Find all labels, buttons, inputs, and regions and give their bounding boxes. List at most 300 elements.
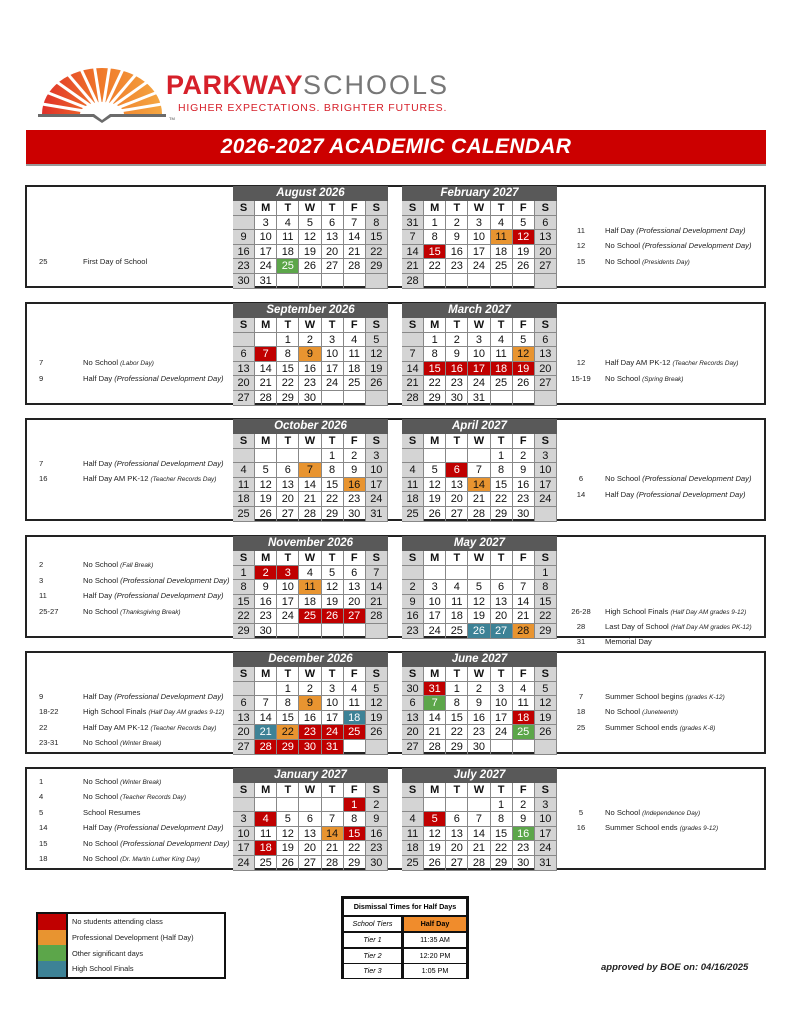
month-grid: [233, 667, 388, 755]
day-cell: 4: [491, 216, 513, 231]
day-cell: 15: [424, 245, 446, 260]
day-cell: 10: [468, 230, 490, 245]
event-description: [605, 257, 690, 266]
day-cell: 11: [513, 696, 535, 711]
empty-day-cell: [299, 624, 321, 639]
calendar-block-6: [25, 767, 766, 870]
day-cell: 8: [344, 812, 366, 827]
event-date: 14: [39, 823, 48, 833]
day-cell: 9: [299, 347, 321, 362]
day-cell: 23: [446, 259, 468, 274]
day-cell: 7: [424, 696, 446, 711]
event-label: Summer School ends: [605, 823, 678, 833]
weekday-header: M: [255, 551, 277, 566]
event-date: 25-27: [39, 606, 59, 616]
day-cell: 4: [344, 682, 366, 697]
day-cell: 27: [277, 507, 299, 522]
day-cell: 6: [233, 347, 255, 362]
day-cell: 27: [535, 376, 557, 391]
day-cell: 16: [446, 245, 468, 260]
weekday-header: S: [233, 434, 255, 449]
event-label: No School: [83, 854, 119, 863]
day-cell: 23: [233, 259, 255, 274]
day-cell: 7: [402, 230, 424, 245]
weekday-header: T: [446, 783, 468, 798]
empty-day-cell: [233, 798, 255, 813]
day-cell: 8: [446, 696, 468, 711]
day-cell: 23: [513, 841, 535, 856]
weekday-header: T: [277, 434, 299, 449]
day-cell: 10: [233, 827, 255, 842]
event-date: 18: [576, 707, 586, 717]
day-cell: 20: [535, 245, 557, 260]
day-cell: 19: [424, 492, 446, 507]
day-cell: 28: [366, 609, 388, 624]
page-title: 2026-2027 ACADEMIC CALENDAR: [220, 135, 572, 158]
day-cell: 24: [366, 492, 388, 507]
day-cell: 22: [491, 492, 513, 507]
weekday-header: S: [535, 783, 557, 798]
notes-left: [27, 769, 233, 868]
empty-day-cell: [277, 624, 299, 639]
empty-day-cell: [322, 391, 344, 406]
day-cell: 30: [468, 740, 490, 755]
empty-day-cell: [535, 391, 557, 406]
empty-day-cell: [255, 449, 277, 464]
weekday-header: S: [366, 318, 388, 333]
day-cell: 27: [446, 856, 468, 871]
day-cell: 1: [535, 566, 557, 581]
day-cell: 9: [402, 595, 424, 610]
day-cell: 6: [535, 216, 557, 231]
day-cell: 14: [344, 230, 366, 245]
day-cell: 20: [299, 841, 321, 856]
event-description: [605, 607, 746, 616]
empty-day-cell: [468, 566, 490, 581]
day-cell: 28: [402, 391, 424, 406]
day-cell: 12: [535, 696, 557, 711]
day-cell: 19: [277, 841, 299, 856]
event-date: 2: [39, 560, 44, 570]
day-cell: 14: [402, 362, 424, 377]
day-cell: 29: [424, 391, 446, 406]
day-cell: 16: [468, 711, 490, 726]
day-cell: 15: [344, 827, 366, 842]
day-cell: 30: [299, 391, 321, 406]
day-cell: 4: [255, 812, 277, 827]
month-calendar-left_month: [233, 303, 388, 406]
day-cell: 13: [322, 230, 344, 245]
day-cell: 28: [513, 624, 535, 639]
event-description: [605, 707, 678, 716]
day-cell: 9: [344, 463, 366, 478]
weekday-header: T: [491, 201, 513, 216]
weekday-header: F: [513, 434, 535, 449]
weekday-header: S: [402, 667, 424, 682]
day-cell: 12: [277, 827, 299, 842]
day-cell: 13: [233, 362, 255, 377]
day-cell: 19: [468, 609, 490, 624]
empty-day-cell: [233, 682, 255, 697]
dismissal-row-tier-3: Tier 3 1:05 PM: [344, 964, 466, 978]
event-label: Half Day: [605, 489, 635, 499]
day-cell: 30: [366, 856, 388, 871]
day-cell: 4: [402, 812, 424, 827]
day-cell: 29: [277, 391, 299, 406]
empty-day-cell: [446, 449, 468, 464]
day-cell: 14: [424, 711, 446, 726]
col-half-day: Half Day: [404, 917, 466, 931]
day-cell: 18: [491, 245, 513, 260]
month-calendar-right_month: [402, 652, 557, 755]
empty-day-cell: [255, 682, 277, 697]
weekday-header: S: [366, 667, 388, 682]
event-label: No School: [605, 241, 641, 251]
weekday-header: T: [491, 667, 513, 682]
empty-day-cell: [344, 740, 366, 755]
weekday-header: S: [535, 434, 557, 449]
day-cell: 23: [299, 725, 321, 740]
day-cell: 9: [255, 580, 277, 595]
weekday-header: M: [424, 783, 446, 798]
empty-day-cell: [299, 449, 321, 464]
day-cell: 6: [402, 696, 424, 711]
day-cell: 6: [446, 812, 468, 827]
day-cell: 31: [255, 274, 277, 289]
day-cell: 19: [366, 711, 388, 726]
empty-day-cell: [233, 216, 255, 231]
day-cell: 20: [322, 245, 344, 260]
weekday-header: T: [491, 434, 513, 449]
day-cell: 23: [255, 609, 277, 624]
day-cell: 8: [366, 216, 388, 231]
day-cell: 31: [402, 216, 424, 231]
day-cell: 14: [322, 827, 344, 842]
day-cell: 24: [322, 725, 344, 740]
month-calendar-right_month: [402, 768, 557, 871]
weekday-header: W: [299, 201, 321, 216]
day-cell: 6: [535, 333, 557, 348]
day-cell: 3: [424, 580, 446, 595]
day-cell: 2: [446, 333, 468, 348]
weekday-header: F: [513, 551, 535, 566]
event-date: 22: [39, 722, 48, 732]
day-cell: 21: [402, 259, 424, 274]
day-cell: 18: [344, 711, 366, 726]
weekday-header: W: [468, 551, 490, 566]
event-description: [83, 459, 224, 468]
day-cell: 6: [233, 696, 255, 711]
day-cell: 10: [366, 463, 388, 478]
event-detail: (Teacher Records Day): [150, 476, 217, 484]
day-cell: 25: [344, 376, 366, 391]
dismissal-title: Dismissal Times for Half Days: [344, 899, 466, 915]
event-description: [605, 358, 738, 367]
day-cell: 24: [535, 492, 557, 507]
weekday-header: T: [322, 201, 344, 216]
event-description: [605, 374, 683, 383]
empty-day-cell: [366, 740, 388, 755]
event-detail: (Professional Development Day): [636, 489, 746, 499]
day-cell: 5: [299, 216, 321, 231]
day-cell: 15: [233, 595, 255, 610]
month-title: June 2027: [402, 652, 557, 667]
weekday-header: S: [535, 667, 557, 682]
month-grid: [402, 434, 557, 522]
weekday-header: F: [513, 667, 535, 682]
empty-day-cell: [366, 624, 388, 639]
day-cell: 25: [344, 725, 366, 740]
empty-day-cell: [513, 566, 535, 581]
day-cell: 4: [344, 333, 366, 348]
day-cell: 4: [233, 463, 255, 478]
brand-name: PARKWAYSCHOOLS: [166, 70, 450, 100]
day-cell: 20: [446, 841, 468, 856]
event-label: Half Day: [83, 691, 113, 701]
empty-day-cell: [513, 740, 535, 755]
sunrise-book-icon: [38, 64, 168, 126]
day-cell: 17: [535, 827, 557, 842]
day-cell: 11: [233, 478, 255, 493]
day-cell: 11: [491, 347, 513, 362]
event-label: Half Day: [83, 591, 113, 601]
day-cell: 28: [344, 259, 366, 274]
month-grid: [402, 667, 557, 755]
event-detail: (Presidents Day): [642, 258, 690, 266]
event-label: No School: [83, 560, 119, 570]
month-grid: [402, 318, 557, 406]
day-cell: 10: [491, 696, 513, 711]
weekday-header: T: [322, 318, 344, 333]
day-cell: 7: [468, 812, 490, 827]
day-cell: 30: [402, 682, 424, 697]
empty-day-cell: [446, 798, 468, 813]
day-cell: 10: [535, 463, 557, 478]
weekday-header: S: [402, 201, 424, 216]
day-cell: 11: [299, 580, 321, 595]
day-cell: 12: [513, 230, 535, 245]
event-date: 4: [39, 792, 44, 802]
event-description: [605, 490, 746, 499]
day-cell: 15: [277, 362, 299, 377]
month-title: February 2027: [402, 186, 557, 201]
day-cell: 27: [446, 507, 468, 522]
day-cell: 10: [322, 347, 344, 362]
event-description: [605, 241, 751, 250]
day-cell: 9: [468, 696, 490, 711]
weekday-header: S: [535, 551, 557, 566]
empty-day-cell: [491, 566, 513, 581]
event-description: [83, 738, 161, 747]
event-description: [83, 358, 154, 367]
day-cell: 9: [446, 347, 468, 362]
event-detail: (Half Day AM grades PK-12): [670, 624, 752, 631]
empty-day-cell: [255, 333, 277, 348]
event-detail: (Professional Development Day): [114, 691, 224, 701]
day-cell: 3: [468, 333, 490, 348]
legend-swatch-teal: [38, 961, 68, 977]
day-cell: 10: [468, 347, 490, 362]
empty-day-cell: [322, 274, 344, 289]
event-label: Half Day AM PK-12: [605, 358, 671, 368]
day-cell: 25: [299, 609, 321, 624]
day-cell: 21: [366, 595, 388, 610]
day-cell: 1: [277, 682, 299, 697]
day-cell: 17: [277, 595, 299, 610]
notes-right: [561, 769, 766, 868]
event-description: [605, 723, 715, 732]
day-cell: 13: [446, 478, 468, 493]
day-cell: 6: [299, 812, 321, 827]
day-cell: 20: [233, 376, 255, 391]
day-cell: 20: [277, 492, 299, 507]
weekday-header: S: [366, 551, 388, 566]
day-cell: 12: [299, 230, 321, 245]
weekday-header: W: [468, 201, 490, 216]
day-cell: 2: [468, 682, 490, 697]
day-cell: 16: [344, 478, 366, 493]
empty-day-cell: [424, 798, 446, 813]
calendar-block-1: [25, 185, 766, 288]
notes-left: [27, 304, 233, 403]
event-description: [83, 707, 224, 716]
dismissal-header-row: [344, 917, 466, 931]
day-cell: 5: [366, 333, 388, 348]
weekday-header: S: [233, 667, 255, 682]
day-cell: 11: [344, 696, 366, 711]
event-detail: (Half Day AM grades 9-12): [148, 709, 225, 717]
day-cell: 29: [446, 740, 468, 755]
day-cell: 13: [491, 595, 513, 610]
weekday-header: F: [513, 318, 535, 333]
month-grid: [233, 434, 388, 522]
weekday-header: M: [255, 783, 277, 798]
day-cell: 23: [446, 376, 468, 391]
day-cell: 7: [344, 216, 366, 231]
weekday-header: T: [277, 318, 299, 333]
weekday-header: T: [491, 318, 513, 333]
day-cell: 26: [513, 259, 535, 274]
day-cell: 29: [366, 259, 388, 274]
day-cell: 17: [468, 245, 490, 260]
month-grid: [233, 551, 388, 639]
event-label: No School: [83, 792, 119, 802]
empty-day-cell: [299, 798, 321, 813]
event-date: 3: [39, 575, 44, 585]
day-cell: 25: [491, 376, 513, 391]
weekday-header: M: [424, 667, 446, 682]
day-cell: 16: [366, 827, 388, 842]
day-cell: 23: [402, 624, 424, 639]
day-cell: 29: [344, 856, 366, 871]
day-cell: 27: [402, 740, 424, 755]
event-description: [83, 591, 224, 600]
day-cell: 26: [277, 856, 299, 871]
day-cell: 24: [468, 259, 490, 274]
day-cell: 13: [344, 580, 366, 595]
day-cell: 21: [468, 492, 490, 507]
day-cell: 14: [255, 362, 277, 377]
day-cell: 20: [344, 595, 366, 610]
weekday-header: S: [233, 318, 255, 333]
weekday-header: M: [424, 318, 446, 333]
day-cell: 13: [299, 827, 321, 842]
day-cell: 1: [322, 449, 344, 464]
day-cell: 2: [446, 216, 468, 231]
day-cell: 16: [299, 711, 321, 726]
weekday-header: S: [402, 434, 424, 449]
weekday-header: W: [299, 783, 321, 798]
day-cell: 31: [535, 856, 557, 871]
month-calendar-left_month: [233, 652, 388, 755]
notes-right: [561, 537, 766, 647]
empty-day-cell: [535, 507, 557, 522]
day-cell: 29: [491, 507, 513, 522]
day-cell: 5: [255, 463, 277, 478]
event-date: 6: [578, 474, 584, 484]
day-cell: 6: [446, 463, 468, 478]
day-cell: 22: [446, 725, 468, 740]
day-cell: 28: [255, 391, 277, 406]
event-label: High School Finals: [83, 707, 147, 717]
day-cell: 7: [513, 580, 535, 595]
day-cell: 31: [424, 682, 446, 697]
day-cell: 4: [491, 333, 513, 348]
day-cell: 14: [402, 245, 424, 260]
weekday-header: M: [424, 551, 446, 566]
month-calendar-left_month: [233, 536, 388, 639]
weekday-header: M: [424, 201, 446, 216]
month-calendar-left_month: [233, 768, 388, 871]
weekday-header: M: [424, 434, 446, 449]
day-cell: 6: [322, 216, 344, 231]
month-calendar-right_month: [402, 536, 557, 639]
notes-right: [561, 304, 766, 403]
empty-day-cell: [446, 566, 468, 581]
day-cell: 20: [402, 725, 424, 740]
month-grid: [402, 551, 557, 639]
day-cell: 15: [322, 478, 344, 493]
day-cell: 21: [513, 609, 535, 624]
weekday-header: W: [299, 551, 321, 566]
event-description: [83, 823, 224, 832]
approval-note: approved by BOE on: 04/16/2025: [601, 962, 749, 973]
empty-day-cell: [402, 333, 424, 348]
day-cell: 21: [424, 725, 446, 740]
color-legend: [36, 912, 226, 979]
day-cell: 7: [322, 812, 344, 827]
day-cell: 5: [535, 682, 557, 697]
month-grid: [402, 201, 557, 289]
day-cell: 3: [535, 798, 557, 813]
event-date: 23-31: [39, 738, 59, 747]
event-date: 1: [39, 777, 44, 786]
day-cell: 21: [299, 492, 321, 507]
event-label: Half Day: [83, 373, 113, 383]
month-calendar-right_month: [402, 303, 557, 406]
empty-day-cell: [322, 624, 344, 639]
weekday-header: T: [491, 783, 513, 798]
event-label: School Resumes: [83, 807, 141, 817]
day-cell: 14: [299, 478, 321, 493]
event-description: [605, 637, 652, 646]
day-cell: 25: [255, 856, 277, 871]
day-cell: 13: [277, 478, 299, 493]
day-cell: 10: [255, 230, 277, 245]
day-cell: 19: [513, 245, 535, 260]
day-cell: 9: [513, 463, 535, 478]
day-cell: 24: [491, 725, 513, 740]
